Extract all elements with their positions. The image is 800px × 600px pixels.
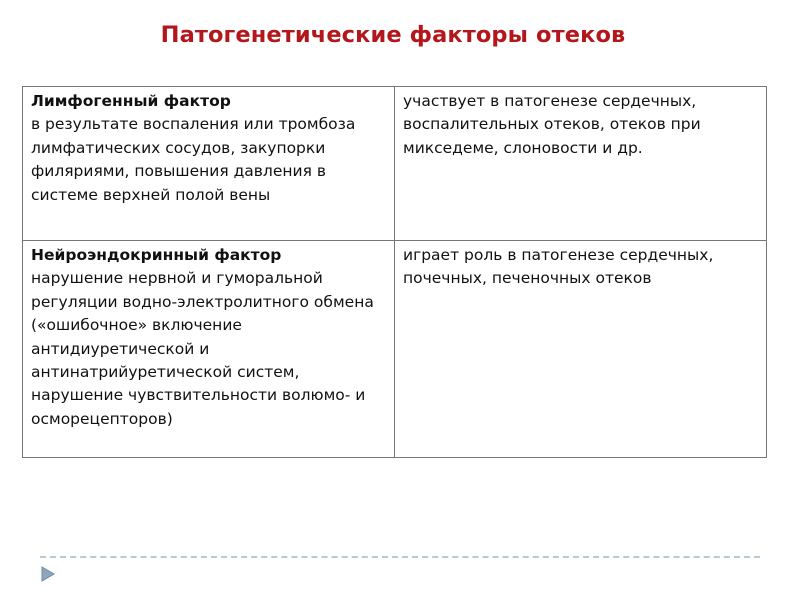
factor-description: нарушение нервной и гуморальной регуляции водно-электролитного обмена («ошибочное» включение антидиуретической и антинатрийуретической систем, нарушение чувствительности волюмо- и осморецепторов)	[31, 269, 374, 428]
factor-cell	[23, 241, 395, 458]
role-cell	[395, 87, 767, 241]
factor-description: в результате воспаления или тромбоза лимфатических сосудов, закупорки филяриями, повышения давления в системе верхней полой вены	[31, 115, 356, 204]
table-row	[23, 241, 767, 458]
factor-role: играет роль в патогенезе сердечных, почечных, печеночных отеков	[403, 246, 714, 288]
factor-name: Лимфогенный фактор	[31, 92, 231, 110]
factor-name: Нейроэндокринный фактор	[31, 246, 282, 264]
factors-table	[22, 86, 767, 458]
factor-cell	[23, 87, 395, 241]
role-cell	[395, 241, 767, 458]
factor-role: участвует в патогенезе сердечных, воспалительных отеков, отеков при микседеме, слоновости и др.	[403, 92, 701, 157]
table-row	[23, 87, 767, 241]
slide-title: Патогенетические факторы отеков	[160, 22, 626, 48]
triangle-arrow-icon[interactable]	[41, 566, 55, 582]
footer-divider	[40, 556, 760, 558]
